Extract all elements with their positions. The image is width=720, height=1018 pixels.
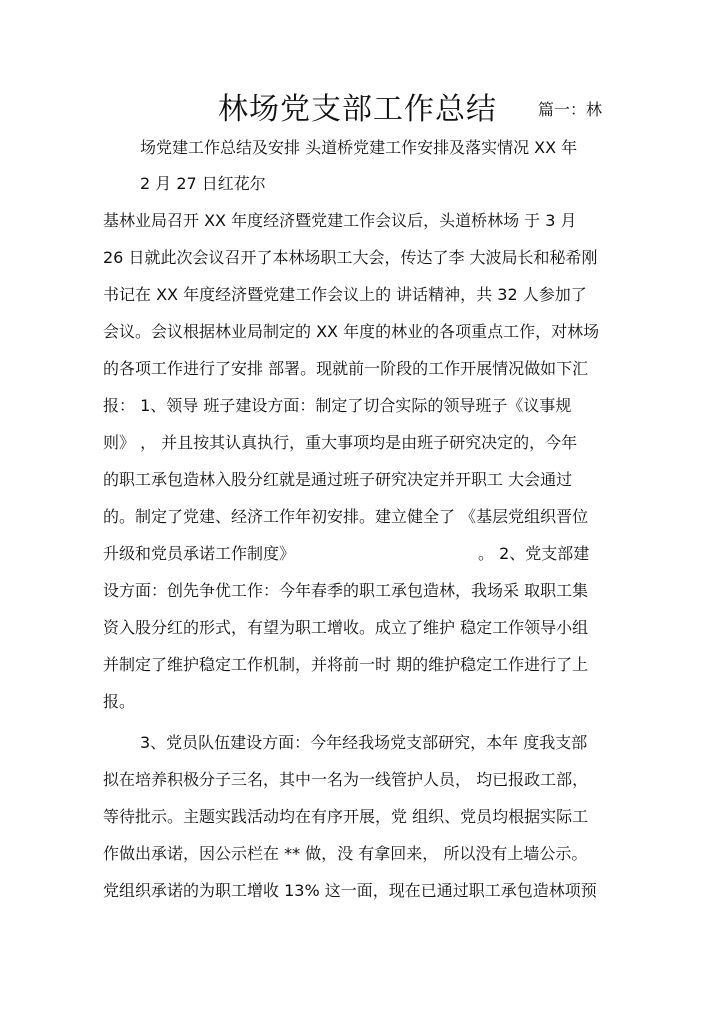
body-line: 等待批示。主题实践活动均在有序开展，党 组织、党员均根据实际工 bbox=[103, 807, 589, 826]
body-line: 。 2、党支部建 bbox=[478, 544, 590, 563]
body-line: 的职工承包造林入股分红就是通过班子研究决定并开职工 大会通过 bbox=[103, 470, 573, 489]
body-line: 基林业局召开 XX 年度经济暨党建工作会议后，头道桥林场 于 3 月 bbox=[103, 211, 577, 230]
body-line: 书记在 XX 年度经济暨党建工作会议上的 讲话精神，共 32 人参加了 bbox=[103, 285, 587, 304]
subtitle-line: 2 月 27 日红花尔 bbox=[140, 174, 266, 193]
body-line: 26 日就此次会议召开了本林场职工大会，传达了李 大波局长和秘希刚 bbox=[103, 248, 598, 267]
document-title-suffix: 篇一：林 bbox=[538, 100, 603, 119]
body-line: 报： 1、领导 班子建设方面：制定了切合实际的领导班子《议事规 bbox=[103, 396, 572, 415]
body-line: 资入股分红的形式，有望为职工增收。成立了维护 稳定工作领导小组 bbox=[103, 618, 589, 637]
subtitle-line: 场党建工作总结及安排 头道桥党建工作安排及落实情况 XX 年 bbox=[140, 138, 578, 157]
body-line: 则》 ， 并且按其认真执行，重大事项均是由班子研究决定的，今年 bbox=[103, 433, 578, 452]
body-line: 作做出承诺，因公示栏在 ** 做，没 有拿回来， 所以没有上墙公示。 bbox=[103, 844, 588, 863]
body-line: 党组织承诺的为职工增收 13% 这一面，现在已通过职工承包造林项预 bbox=[103, 881, 597, 900]
document-title: 林场党支部工作总结 bbox=[218, 92, 497, 127]
body-line: 设方面：创先争优工作：今年春季的职工承包造林，我场采 取职工集 bbox=[103, 581, 589, 600]
body-line: 的。制定了党建、经济工作年初安排。建立健全了 《基层党组织晋位 bbox=[103, 507, 589, 526]
body-line: 3、党员队伍建设方面：今年经我场党支部研究，本年 度我支部 bbox=[140, 733, 588, 752]
body-line: 拟在培养积极分子三名，其中一名为一线管护人员， 均已报政工部， bbox=[103, 770, 589, 789]
body-line: 并制定了维护稳定工作机制，并将前一时 期的维护稳定工作进行了上 bbox=[103, 655, 589, 674]
body-line: 的各项工作进行了安排 部署。现就前一阶段的工作开展情况做如下汇 bbox=[103, 359, 589, 378]
body-line: 会议。会议根据林业局制定的 XX 年度的林业的各项重点工作，对林场 bbox=[103, 322, 600, 341]
body-line: 升级和党员承诺工作制度》 bbox=[103, 544, 296, 563]
body-line: 报。 bbox=[103, 692, 136, 711]
